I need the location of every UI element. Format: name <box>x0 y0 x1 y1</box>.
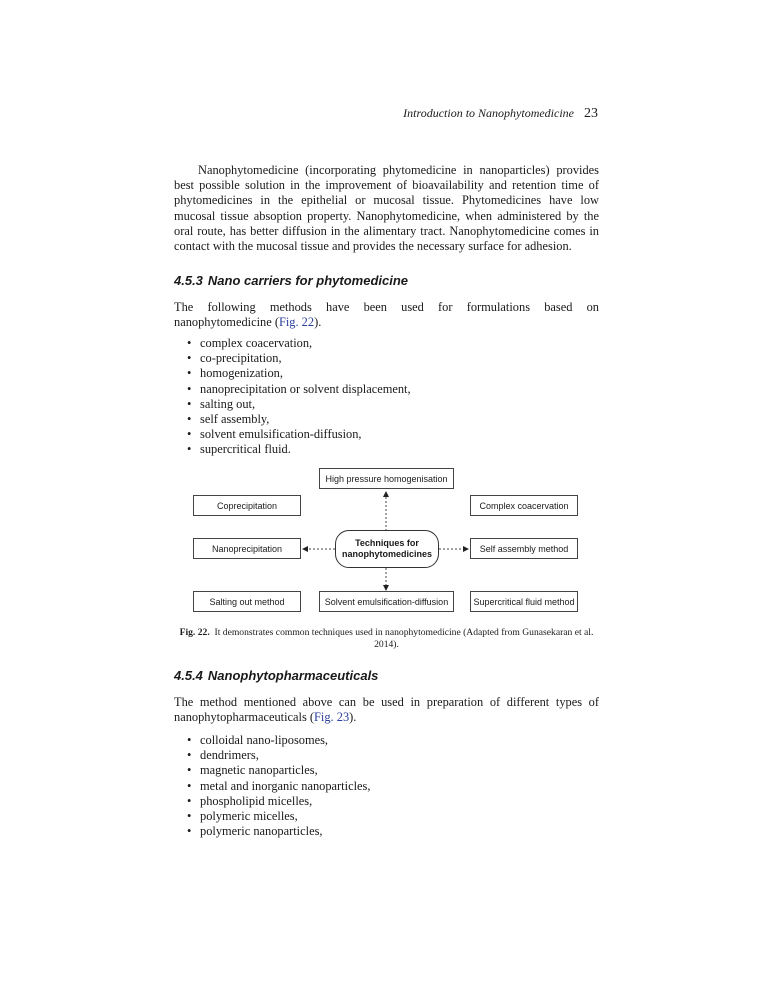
figure-22-caption <box>174 627 599 651</box>
list-item: • homogenization, <box>187 366 411 381</box>
list-item: • polymeric micelles, <box>187 809 370 824</box>
running-title: Introduction to Nanophytomedicine <box>403 106 574 120</box>
section-number: 4.5.3 <box>174 273 203 288</box>
node-self-assembly: Self assembly method <box>470 538 578 559</box>
list-item: • co-precipitation, <box>187 351 411 366</box>
list-item: • colloidal nano-liposomes, <box>187 733 370 748</box>
list-item: • complex coacervation, <box>187 336 411 351</box>
list-item: • magnetic nanoparticles, <box>187 763 370 778</box>
center-line-2: nanophytomedicines <box>341 549 432 559</box>
section-4-5-3-lead <box>174 300 599 330</box>
section-heading-4-5-3 <box>174 273 408 288</box>
node-complex-coacervation: Complex coacervation <box>470 495 578 516</box>
caption-text: It demonstrates common techniques used in nanophytomedicine (Adapted from Gunasekaran et al. 2014). <box>214 627 594 650</box>
list-item: • nanoprecipitation or solvent displacement, <box>187 382 411 397</box>
fig-22-link[interactable]: Fig. 22 <box>278 315 315 330</box>
section-title: Nano carriers for phytomedicine <box>207 273 409 288</box>
running-head <box>174 106 598 122</box>
lead-end: ). <box>349 710 357 725</box>
lead-text: The following methods have been used for formulations based on nanophytomedicine ( <box>174 300 599 330</box>
node-solvent-emulsification: Solvent emulsification-diffusion <box>319 591 454 612</box>
node-center <box>335 530 439 568</box>
section-title: Nanophytopharmaceuticals <box>207 668 379 683</box>
node-nanoprecipitation: Nanoprecipitation <box>193 538 301 559</box>
list-item: • metal and inorganic nanoparticles, <box>187 779 370 794</box>
node-supercritical-fluid: Supercritical fluid method <box>470 591 578 612</box>
section-number: 4.5.4 <box>174 668 203 683</box>
section-heading-4-5-4 <box>174 668 378 683</box>
list-item: • salting out, <box>187 397 411 412</box>
fig-23-link[interactable]: Fig. 23 <box>314 710 350 725</box>
node-high-pressure-homogenisation: High pressure homogenisation <box>319 468 454 489</box>
center-line-1: Techniques for <box>355 538 419 548</box>
page-number: 23 <box>584 106 598 121</box>
list-item: • solvent emulsification-diffusion, <box>187 427 411 442</box>
node-coprecipitation: Coprecipitation <box>193 495 301 516</box>
list-item: • phospholipid micelles, <box>187 794 370 809</box>
node-salting-out: Salting out method <box>193 591 301 612</box>
methods-list <box>187 336 411 458</box>
caption-label: Fig. 22. <box>179 627 210 638</box>
lead-text: The method mentioned above can be used in preparation of different types of nanophytopharmaceuticals ( <box>174 695 599 725</box>
intro-paragraph: Nanophytomedicine (incorporating phytomedicine in nanoparticles) provides best possible solution in the improvement of bioavailability and retention time of phytomedicines in the epithelial or mucosal tissue. Phytomedicines have low mucosal tissue absoption property. Nanophytomedicine, when administered by the oral route, has better diffusion in the alimentary tract. Nanophytomedicine comes in contact with the mucosal tissue and provides the necessary surface for adhesion. <box>174 163 599 254</box>
list-item: • supercritical fluid. <box>187 442 411 457</box>
list-item: • self assembly, <box>187 412 411 427</box>
list-item: • dendrimers, <box>187 748 370 763</box>
types-list <box>187 733 370 839</box>
section-4-5-4-lead <box>174 695 599 725</box>
lead-end: ). <box>314 315 322 330</box>
list-item: • polymeric nanoparticles, <box>187 824 370 839</box>
